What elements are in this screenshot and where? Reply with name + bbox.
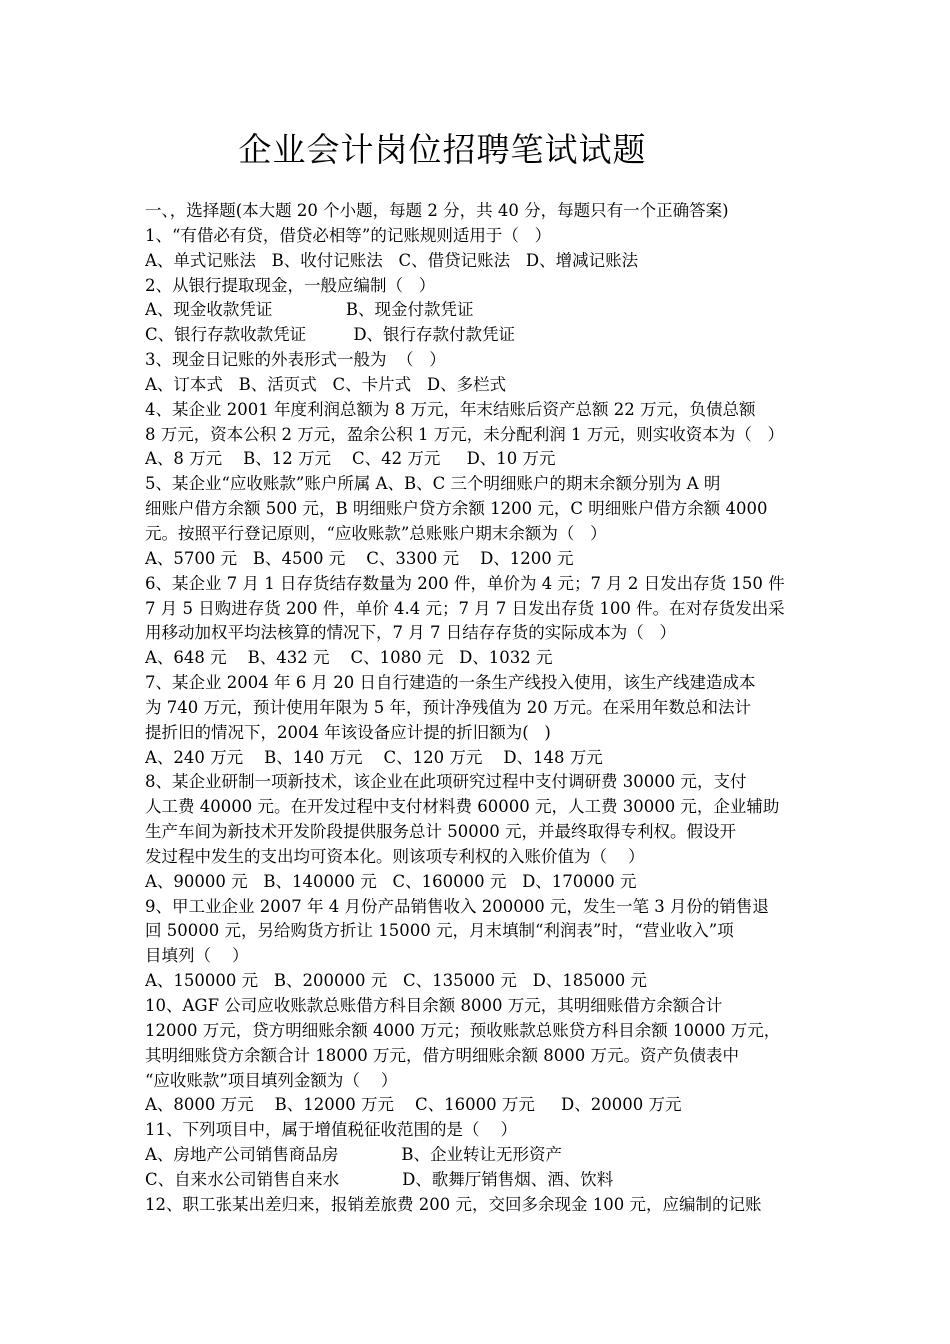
text-line: “应收账款”项目填列金额为（ ） [145,1070,398,1090]
text-line: A、8000 万元 B、12000 万元 C、16000 万元 D、20000 万元 [145,1095,682,1115]
page-title: 企业会计岗位招聘笔试试题 [238,130,647,169]
text-line: 10、AGF 公司应收账款总账借方科目余额 8000 万元，其明细账借方余额合计 [145,996,723,1015]
text-line: 7、某企业 2004 年 6 月 20 日自行建造的一条生产线投入使用，该生产线建造成本 [145,673,756,693]
text-line: 12、职工张某出差归来，报销差旅费 200 元，交回多余现金 100 元，应编制的记账 [145,1194,762,1214]
text-line: 11、下列项目中，属于增值税征收范围的是（ ） [145,1120,517,1140]
text-line: A、5700 元 B、4500 元 C、3300 元 D、1200 元 [145,548,574,568]
text-line: A、订本式 B、活页式 C、卡片式 D、多栏式 [145,374,507,394]
text-line: 12000 万元，贷方明细账余额 4000 万元；预收账款总账贷方科目余额 10000 万元， [145,1020,781,1040]
text-line: 用移动加权平均法核算的情况下，7 月 7 日结存存货的实际成本为（ ） [145,623,676,643]
text-line: 1、“有借必有贷，借贷必相等”的记账规则适用于（ ） [145,225,552,245]
text-line: A、现金收款凭证 B、现金付款凭证 [145,300,474,320]
text-line: C、自来水公司销售自来水 D、歌舞厅销售烟、酒、饮料 [145,1169,614,1189]
text-line: 生产车间为新技术开发阶段提供服务总计 50000 元，并最终取得专利权。假设开 [145,822,736,842]
text-line: 9、甲工业企业 2007 年 4 月份产品销售收入 200000 元，发生一笔 3 月份的销售退 [145,896,769,916]
text-line: A、240 万元 B、140 万元 C、120 万元 D、148 万元 [145,747,603,767]
text-line: A、150000 元 B、200000 元 C、135000 元 D、185000 元 [145,971,648,991]
text-line: 人工费 40000 元。在开发过程中支付材料费 60000 元，人工费 30000 元，企业辅助 [145,797,780,817]
text-line: A、648 元 B、432 元 C、1080 元 D、1032 元 [145,648,553,668]
text-line: 目填列（ ） [145,946,249,966]
text-line: 回 50000 元，另给购货方折让 15000 元，月末填制“利润表”时，“营业收入”项 [145,921,734,941]
text-line: C、银行存款收款凭证 D、银行存款付款凭证 [145,325,516,345]
text-line: 2、从银行提取现金，一般应编制（ ） [145,275,436,295]
text-line: 8、某企业研制一项新技术，该企业在此项研究过程中支付调研费 30000 元，支付 [145,772,747,792]
text-line: A、单式记账法 B、收付记账法 C、借贷记账法 D、增减记账法 [145,250,639,270]
text-line: 其明细账贷方余额合计 18000 万元，借方明细账余额 8000 万元。资产负债表中 [145,1045,739,1065]
text-line: 一、，选择题(本大题 20 个小题，每题 2 分，共 40 分，每题只有一个正确答案) [145,201,729,220]
text-line: A、8 万元 B、12 万元 C、42 万元 D、10 万元 [145,449,556,469]
text-line: 发过程中发生的支出均可资本化。则该项专利权的入账价值为（ ） [145,846,645,866]
text-line: 7 月 5 日购进存货 200 件，单价 4.4 元；7 月 7 日发出存货 100 件。在对存货发出采 [145,598,785,618]
text-line: 4、某企业 2001 年度利润总额为 8 万元，年末结账后资产总额 22 万元，负债总额 [145,399,756,419]
question-body [145,199,810,1218]
text-line: 为 740 万元，预计使用年限为 5 年，预计净残值为 20 万元。在采用年数总和法计 [145,697,751,717]
text-line: 细账户借方余额 500 元，B 明细账户贷方余额 1200 元，C 明细账户借方余额 4000 [145,499,768,519]
text-line: 6、某企业 7 月 1 日存货结存数量为 200 件，单价为 4 元；7 月 2 日发出存货 150 件 [145,573,785,593]
text-line: 3、现金日记账的外表形式一般为 （ ） [145,350,446,370]
text-line: 8 万元，资本公积 2 万元，盈余公积 1 万元，未分配利润 1 万元，则实收资本为（ ） [145,424,784,444]
text-line: 5、某企业“应收账款”账户所属 A、B、C 三个明细账户的期末余额分别为 A 明 [145,474,721,494]
text-line: 元。按照平行登记原则，“应收账款”总账账户期末余额为（ ） [145,523,607,543]
text-line: A、90000 元 B、140000 元 C、160000 元 D、170000 元 [145,871,637,891]
text-line: A、房地产公司销售商品房 B、企业转让无形资产 [145,1145,562,1165]
text-line: 提折旧的情况下，2004 年该设备应计提的折旧额为( ) [145,722,551,742]
